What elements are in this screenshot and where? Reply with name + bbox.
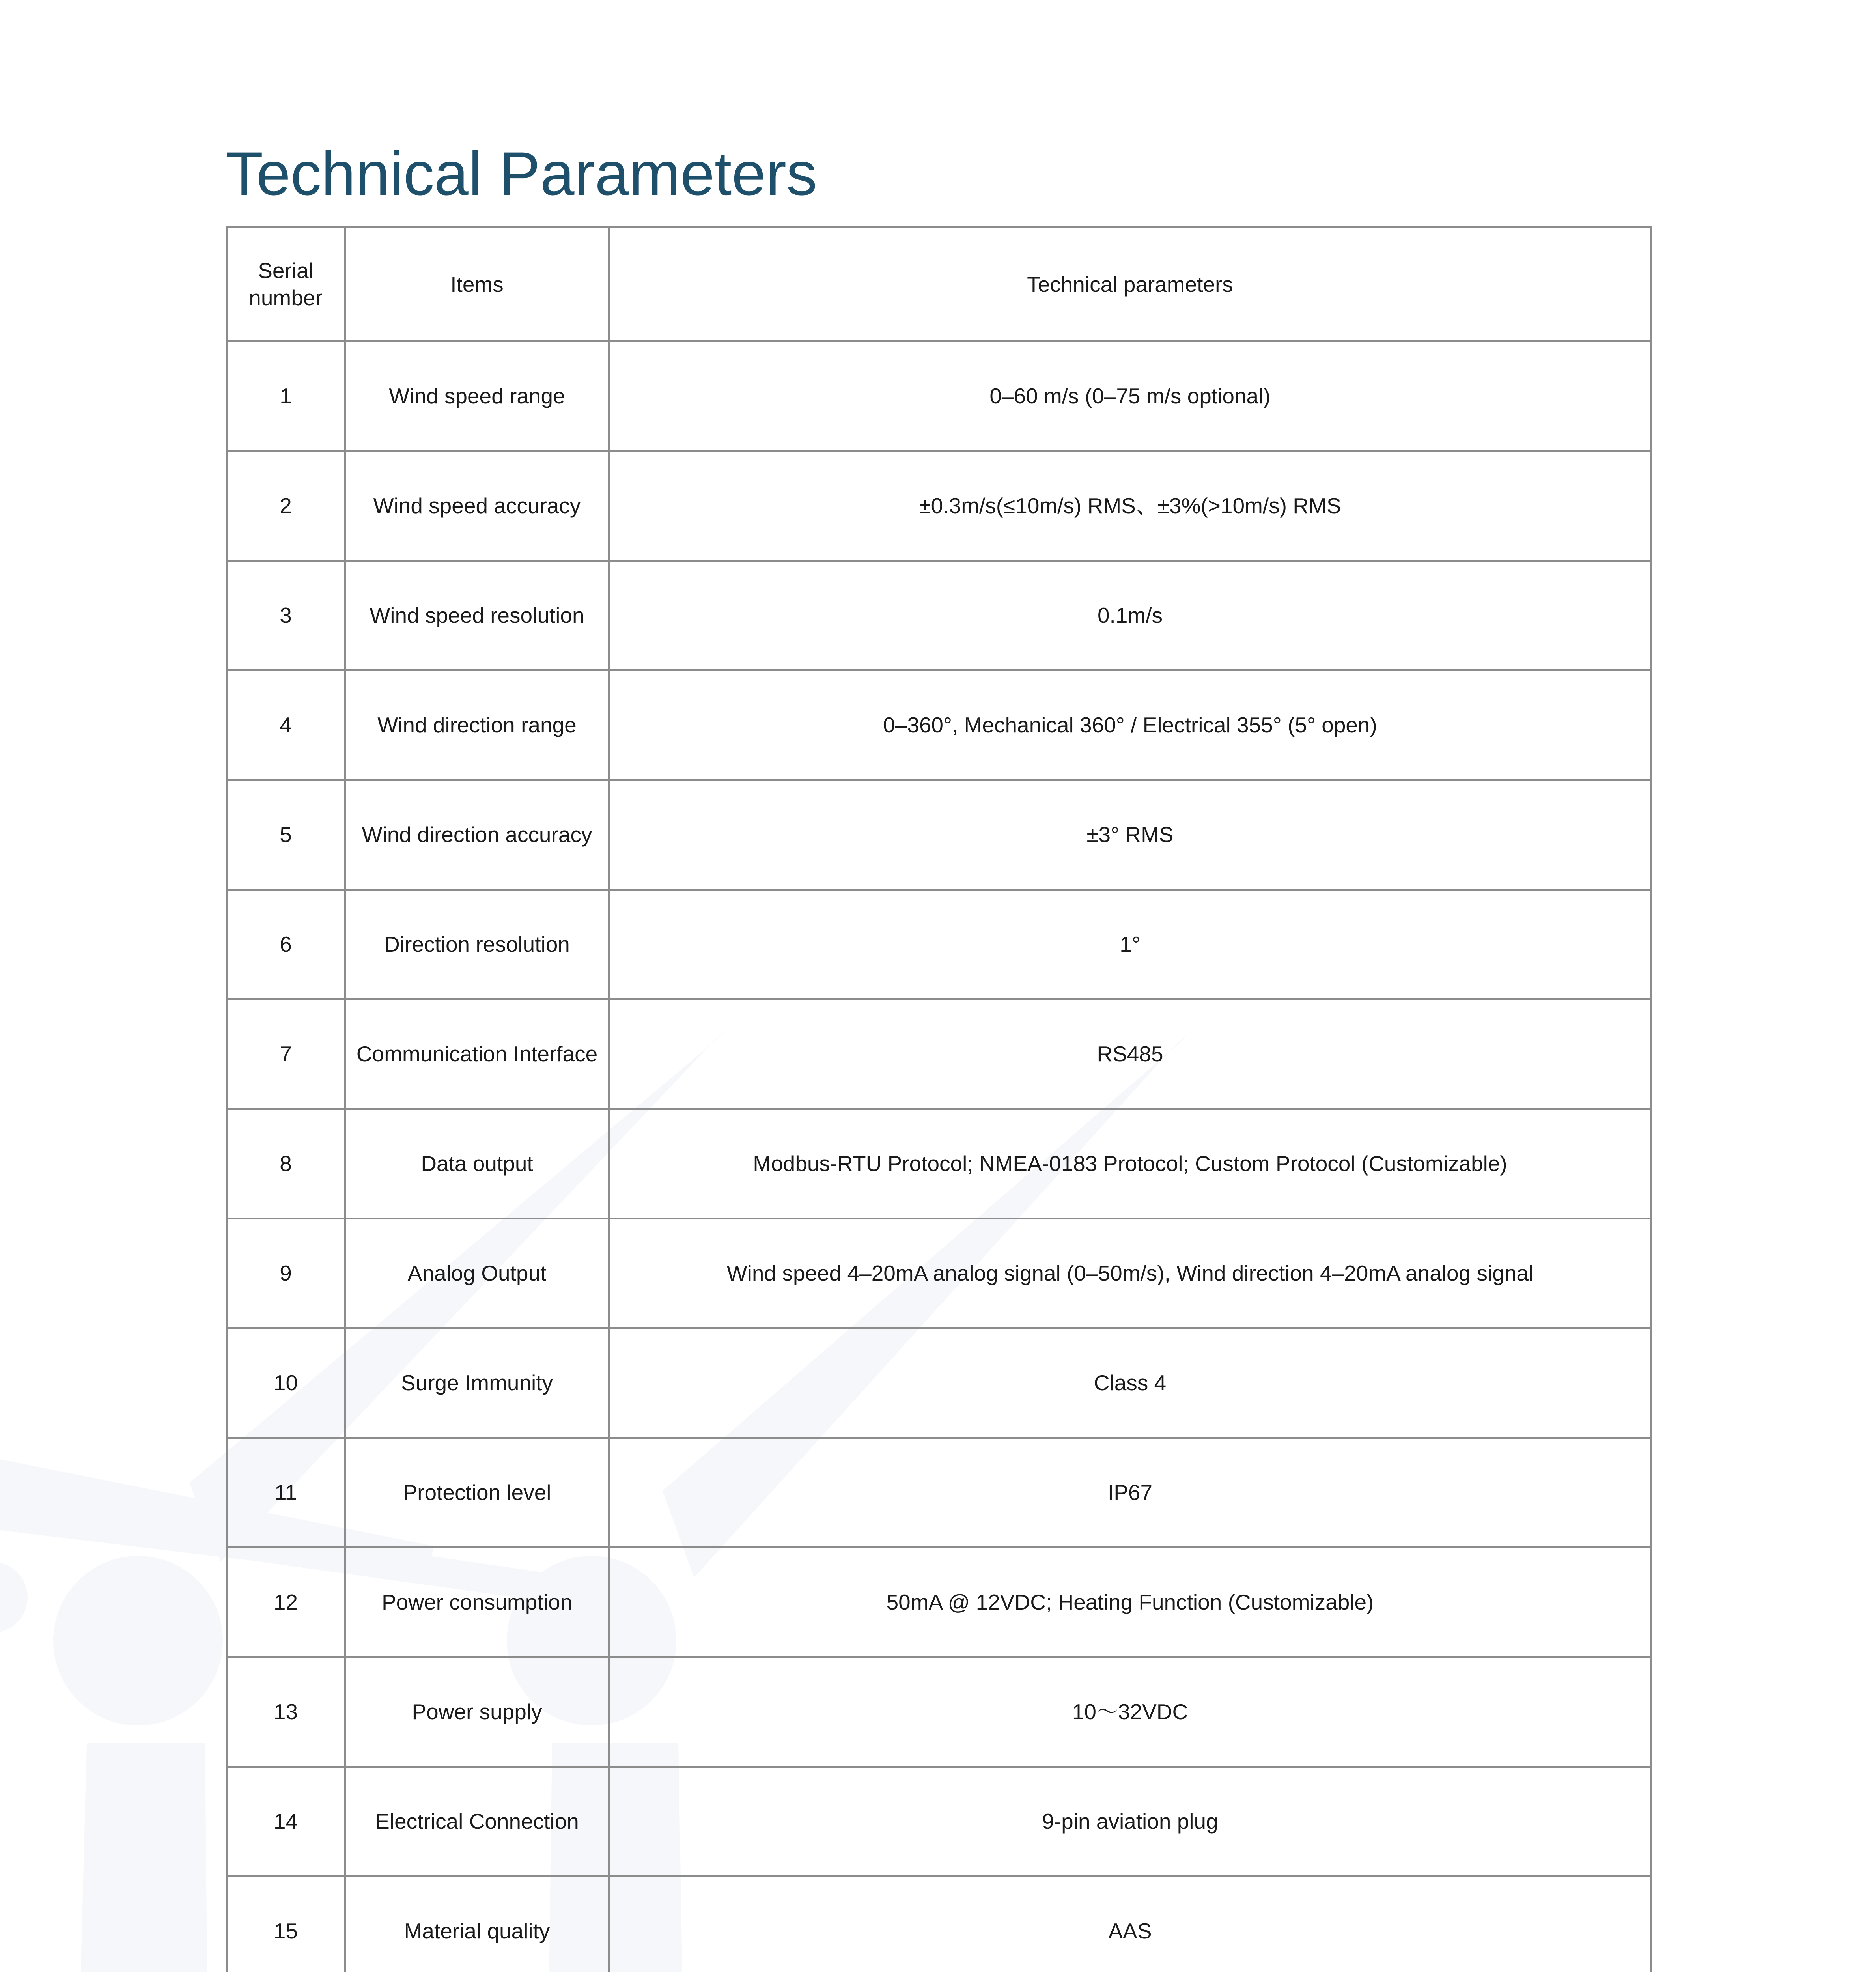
table-row [227,342,1651,451]
serial-cell: 11 [227,1438,345,1548]
serial-cell: 5 [227,780,345,890]
table-row [227,1328,1651,1438]
item-cell: Surge Immunity [345,1328,609,1438]
value-cell: 50mA @ 12VDC; Heating Function (Customizable) [609,1548,1651,1657]
value-cell: 9-pin aviation plug [609,1767,1651,1877]
value-cell: 1° [609,890,1651,999]
header-serial-number: Serial number [227,228,345,342]
item-cell: Protection level [345,1438,609,1548]
serial-cell: 2 [227,451,345,561]
table-row [227,1767,1651,1877]
serial-cell: 13 [227,1657,345,1767]
serial-cell: 3 [227,561,345,670]
serial-cell: 7 [227,999,345,1109]
table-row [227,451,1651,561]
value-cell: 0.1m/s [609,561,1651,670]
item-cell: Power supply [345,1657,609,1767]
table-row [227,1109,1651,1219]
serial-cell: 12 [227,1548,345,1657]
value-cell: IP67 [609,1438,1651,1548]
serial-cell: 6 [227,890,345,999]
item-cell: Wind speed range [345,342,609,451]
header-items: Items [345,228,609,342]
item-cell: Direction resolution [345,890,609,999]
value-cell: Modbus-RTU Protocol; NMEA-0183 Protocol; Custom Protocol (Customizable) [609,1109,1651,1219]
item-cell: Wind speed resolution [345,561,609,670]
table-row [227,780,1651,890]
value-cell: 0–60 m/s (0–75 m/s optional) [609,342,1651,451]
value-cell: AAS [609,1877,1651,1972]
value-cell: ±0.3m/s(≤10m/s) RMS、±3%(>10m/s) RMS [609,451,1651,561]
serial-cell: 10 [227,1328,345,1438]
table-row [227,1548,1651,1657]
value-cell: Wind speed 4–20mA analog signal (0–50m/s), Wind direction 4–20mA analog signal [609,1219,1651,1328]
table-header-row [227,228,1651,342]
table-row [227,999,1651,1109]
item-cell: Data output [345,1109,609,1219]
table-row [227,1219,1651,1328]
header-technical-parameters: Technical parameters [609,228,1651,342]
table-row [227,561,1651,670]
table-row [227,1438,1651,1548]
item-cell: Power consumption [345,1548,609,1657]
value-cell: 0–360°, Mechanical 360° / Electrical 355° (5° open) [609,670,1651,780]
value-cell: 10～32VDC [609,1657,1651,1767]
serial-cell: 14 [227,1767,345,1877]
table-row [227,1877,1651,1972]
item-cell: Wind direction range [345,670,609,780]
table-row [227,1657,1651,1767]
table-row [227,890,1651,999]
item-cell: Wind direction accuracy [345,780,609,890]
item-cell: Electrical Connection [345,1767,609,1877]
serial-cell: 8 [227,1109,345,1219]
table-row [227,670,1651,780]
item-cell: Wind speed accuracy [345,451,609,561]
item-cell: Material quality [345,1877,609,1972]
item-cell: Communication Interface [345,999,609,1109]
value-cell: ±3° RMS [609,780,1651,890]
serial-cell: 15 [227,1877,345,1972]
value-cell: Class 4 [609,1328,1651,1438]
value-cell: RS485 [609,999,1651,1109]
technical-parameters-table [226,226,1652,1972]
serial-cell: 4 [227,670,345,780]
serial-cell: 1 [227,342,345,451]
item-cell: Analog Output [345,1219,609,1328]
serial-cell: 9 [227,1219,345,1328]
page-title: Technical Parameters [226,140,817,208]
